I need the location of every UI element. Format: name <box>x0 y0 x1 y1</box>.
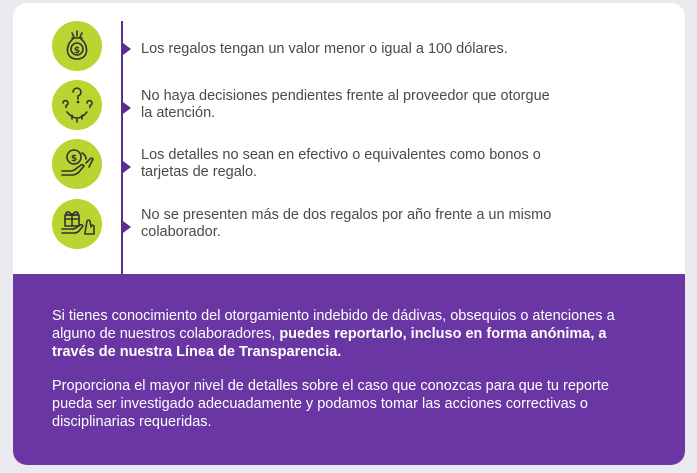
svg-text:$: $ <box>70 154 78 164</box>
money-hand-icon <box>52 139 102 189</box>
bullet-arrow <box>123 102 131 114</box>
list-item <box>13 80 685 140</box>
money-bag-icon <box>52 21 102 71</box>
list-item <box>13 139 685 199</box>
question-hand-icon <box>52 80 102 130</box>
bullet-arrow <box>123 43 131 55</box>
bullet-arrow <box>123 161 131 173</box>
report-section <box>13 274 685 465</box>
info-card <box>13 3 685 465</box>
report-paragraph-2: Proporciona el mayor nivel de detalles sobre el caso que conozcas para que tu reporte pueda ser investigado adecuadamente y podamos tomar las acciones correctivas o disciplinarias requeridas. <box>52 378 609 430</box>
list-item <box>13 199 685 259</box>
gift-hand-icon <box>52 199 102 249</box>
report-bold-text: puedes reportarlo, incluso en forma anónima, a través de nuestra Línea de Transparencia. <box>52 326 607 360</box>
item-text: Los regalos tengan un valor menor o igual a 100 dólares. <box>141 41 508 57</box>
svg-text:$: $ <box>73 46 81 56</box>
item-text: Los detalles no sean en efectivo o equivalentes como bonos o tarjetas de regalo. <box>141 147 541 180</box>
bullet-arrow <box>123 221 131 233</box>
list-item <box>13 21 685 81</box>
report-paragraph-1 <box>52 307 652 361</box>
item-text: No haya decisiones pendientes frente al proveedor que otorgue la atención. <box>141 88 550 121</box>
item-text: No se presenten más de dos regalos por año frente a un mismo colaborador. <box>141 207 552 240</box>
report-text: Si tienes conocimiento del otorgamiento indebido de dádivas, obsequios o atenciones a alguno de nuestros colaboradores, <box>52 308 615 342</box>
